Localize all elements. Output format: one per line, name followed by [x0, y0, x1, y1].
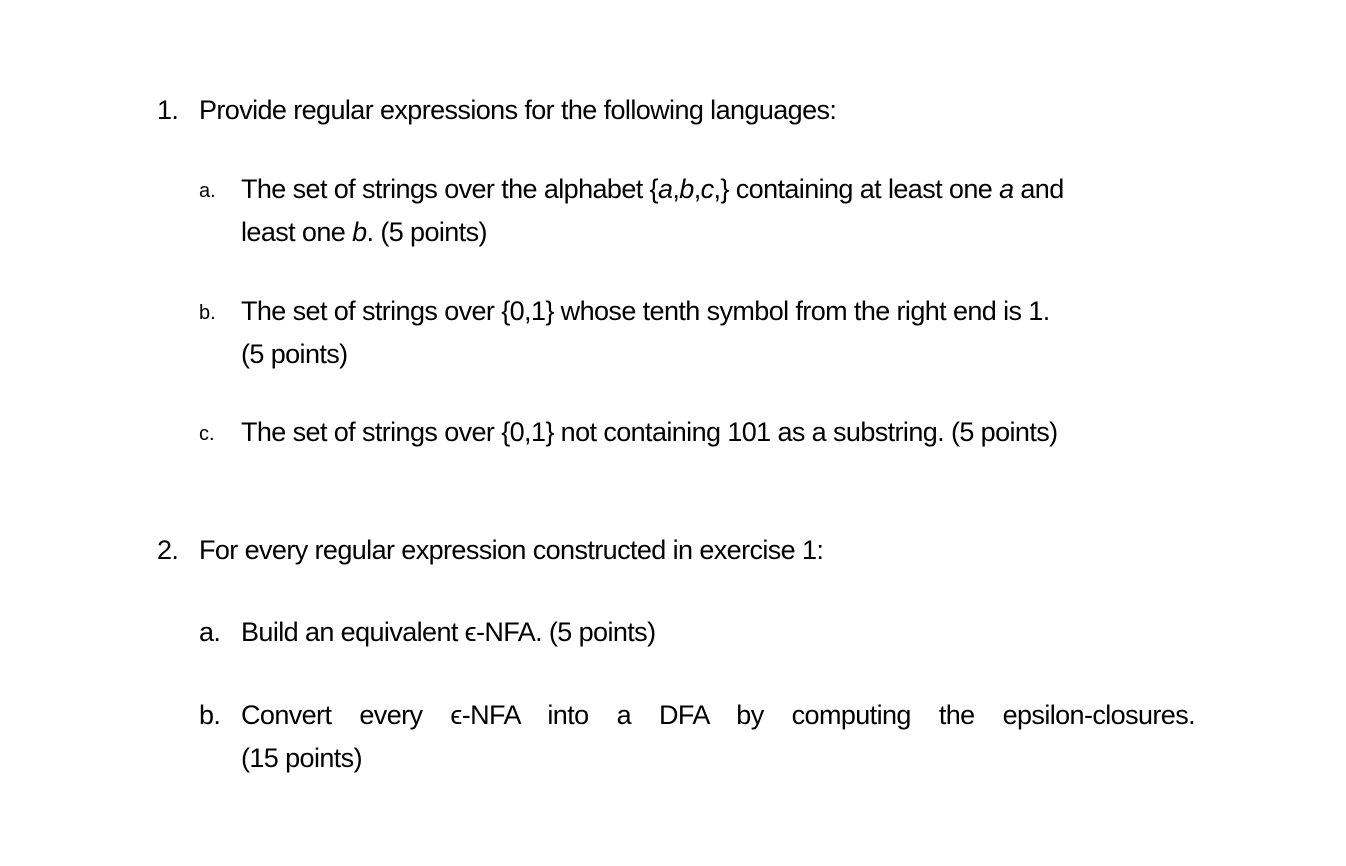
part-letter: a.: [199, 617, 221, 647]
part-line-2: [241, 211, 1195, 254]
italic-symbol: b: [679, 174, 694, 204]
part-letter: a.: [199, 180, 216, 202]
question-number: 1.: [157, 95, 179, 125]
italic-symbol: a: [657, 174, 673, 204]
part-text: [241, 290, 1195, 376]
question-text: Provide regular expressions for the following languages:: [199, 95, 837, 125]
part-line-2: (5 points): [241, 339, 348, 369]
text-run: ,: [672, 174, 680, 204]
text-run: and: [1013, 174, 1064, 204]
text-run: ,: [693, 174, 701, 204]
part-line-1: Convert every ϵ-NFA into a DFA by computing the epsilon-closures.: [241, 700, 1195, 730]
italic-symbol: c: [700, 174, 714, 204]
part-letter: c.: [199, 423, 215, 445]
part-text: [241, 411, 1195, 454]
text-run: The set of strings over the alphabet {: [241, 174, 658, 204]
part-line-1: [241, 168, 1195, 211]
part-line-1: Build an equivalent ϵ-NFA. (5 points): [241, 617, 656, 647]
question-text: For every regular expression constructed in exercise 1:: [199, 535, 824, 565]
italic-symbol: a: [999, 174, 1014, 204]
text-run: least one: [241, 217, 353, 247]
part-line-2: (15 points): [241, 743, 362, 773]
part-line-1: The set of strings over {0,1} not containing 101 as a substring. (5 points): [241, 417, 1058, 447]
part-letter: b.: [199, 302, 216, 324]
question-number: 2.: [157, 535, 179, 565]
part-text: [241, 694, 1195, 780]
part-text: [241, 168, 1195, 254]
part-text: [241, 611, 1195, 654]
italic-symbol: b: [352, 217, 367, 247]
part-letter: b.: [199, 700, 221, 730]
text-run: ,} containing at least one: [713, 174, 1000, 204]
text-run: . (5 points): [366, 217, 487, 247]
part-line-1: The set of strings over {0,1} whose tenth symbol from the right end is 1.: [241, 296, 1050, 326]
